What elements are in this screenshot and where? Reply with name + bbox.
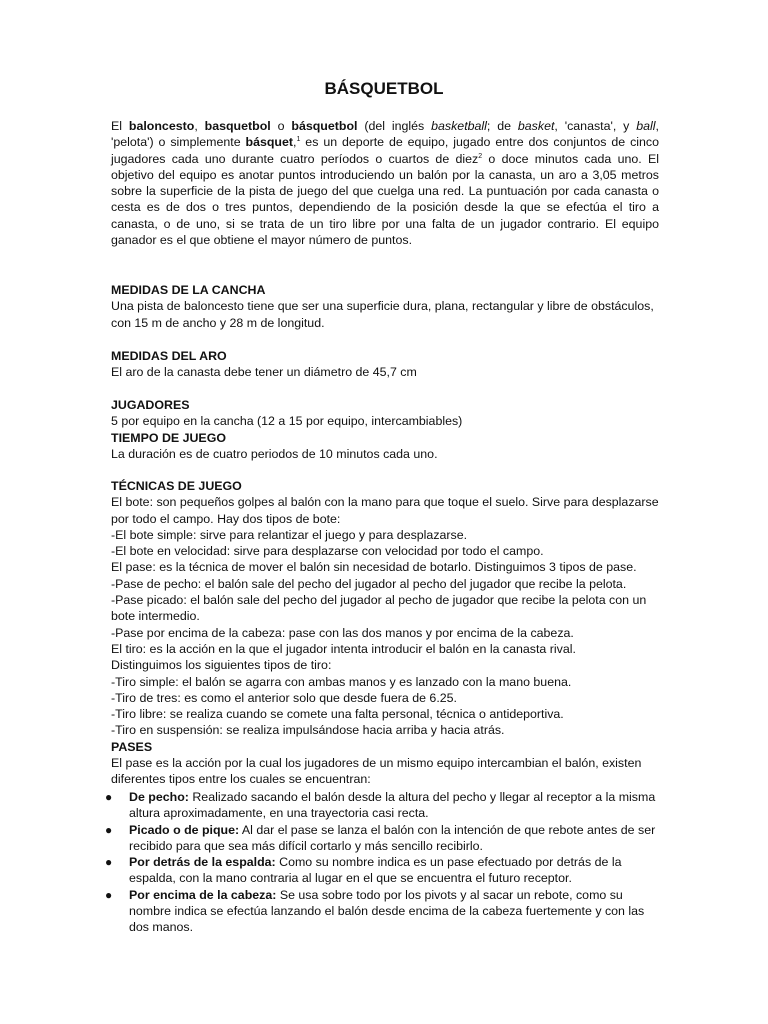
list-item: [105, 854, 656, 887]
intro-text: ; de: [486, 119, 518, 133]
document-title: BÁSQUETBOL: [324, 79, 444, 98]
list-item-text: Se usa sobre todo por los pivots y al sacar un rebote, como su nombre indica se efectúa lanzando el balón desde encima de la cabeza fuertemente y con las dos manos.: [129, 887, 645, 935]
section-heading: JUGADORES: [111, 398, 190, 412]
tecnica-line: -Pase de pecho: el balón sale del pecho del jugador al pecho del jugador que recibe la pelota.: [111, 576, 627, 591]
intro-text: o: [270, 119, 292, 133]
bullet-icon: ●: [105, 855, 113, 870]
tecnica-line: -Tiro simple: el balón se agarra con ambas manos y es lanzado con la mano buena.: [111, 674, 572, 689]
section-tecnicas: [111, 478, 659, 788]
list-item-term: De pecho:: [129, 790, 189, 804]
list-item-term: Picado o de pique:: [129, 822, 240, 837]
section-jugadores: [111, 397, 659, 462]
tecnica-line: -Tiro en suspensión: se realiza impulsándose hacia arriba y hacia atrás.: [111, 723, 505, 738]
intro-term: básquetbol: [291, 119, 358, 133]
section-text: El pase es la acción por la cual los jugadores de un mismo equipo intercambian el balón, existen diferentes tipos entre los cuales se encuentran:: [111, 756, 642, 787]
intro-foreign-word: ball: [636, 119, 656, 133]
section-text: El aro de la canasta debe tener un diámetro de 45,7 cm: [111, 365, 417, 380]
tecnica-line: El bote: son pequeños golpes al balón con la mano para que toque el suelo. Sirve para desplazarse por todo el campo. Hay dos tipos de bote:: [111, 495, 659, 526]
section-heading: MEDIDAS DE LA CANCHA: [111, 283, 266, 297]
tecnica-line: -Pase picado: el balón sale del pecho del jugador al pecho de jugador que recibe la pelota con un bote intermedio.: [111, 593, 647, 624]
section-heading: TIEMPO DE JUEGO: [111, 430, 226, 445]
bullet-icon: ●: [105, 790, 113, 804]
bullet-icon: ●: [105, 887, 113, 902]
section-heading: TÉCNICAS DE JUEGO: [111, 479, 242, 493]
footnote-marker: 2: [478, 152, 483, 160]
footnote-marker: 1: [296, 136, 301, 144]
intro-foreign-word: basketball: [431, 119, 487, 133]
section-text: La duración es de cuatro periodos de 10 minutos cada uno.: [111, 446, 438, 461]
intro-text: , 'pelota') o simplemente: [111, 119, 659, 150]
intro-foreign-word: basket: [517, 119, 555, 133]
list-item-text: Realizado sacando el balón desde la altura del pecho y llegar al receptor a la misma altura aproximadamente, en una trayectoria casi recta.: [129, 790, 656, 821]
section-medidas-cancha: [111, 282, 659, 331]
intro-text: (del inglés: [357, 119, 432, 133]
tecnica-line: -El bote simple: sirve para relantizar el juego y para desplazarse.: [111, 527, 468, 542]
intro-term: baloncesto: [128, 119, 195, 133]
pases-list: [105, 789, 656, 936]
tecnica-line: El tiro: es la acción en la que el jugador intenta introducir el balón en la canasta rival.: [111, 641, 576, 656]
tecnica-line: -Tiro libre: se realiza cuando se comete una falta personal, técnica o antideportiva.: [111, 707, 564, 722]
intro-text: , 'canasta', y: [554, 119, 637, 133]
list-item-text: Al dar el pase se lanza el balón con la intención de que rebote antes de ser recibido para que sea más difícil cortarlo y más sencillo recibirlo.: [129, 822, 656, 853]
list-item: [105, 822, 656, 855]
intro-text: El: [111, 119, 129, 133]
intro-term: básquet: [245, 135, 294, 150]
section-heading: MEDIDAS DEL ARO: [111, 349, 227, 363]
bullet-icon: ●: [105, 822, 113, 837]
intro-text: o doce minutos cada uno. El objetivo del equipo es anotar puntos introduciendo un balón por la canasta, un aro a 3,05 metros sobre la superficie de la pista de juego del que cuelga una red. La puntuación por cada canasta o cesta es de dos o tres puntos, dependiendo de la posición desde la que se efectúa el tiro a canasta, o de uno, si se trata de un tiro libre por una falta de un jugador contrario. El equipo ganador es el que obtiene el mayor número de puntos.: [111, 151, 659, 248]
intro-text: ,: [293, 135, 297, 150]
tecnica-line: El pase: es la técnica de mover el balón sin necesidad de botarlo. Distinguimos 3 tipos de pase.: [111, 560, 637, 575]
section-heading: PASES: [111, 739, 153, 754]
list-item: [105, 789, 656, 822]
tecnica-line: Distinguimos los siguientes tipos de tiro:: [111, 658, 332, 673]
list-item-text: Como su nombre indica es un pase efectuado por detrás de la espalda, con la mano contraria al lugar en el que se encuentra el futuro receptor.: [129, 855, 622, 886]
section-medidas-aro: [111, 348, 659, 381]
section-text: 5 por equipo en la cancha (12 a 15 por equipo, intercambiables): [111, 414, 463, 429]
intro-paragraph: [111, 118, 659, 248]
tecnica-line: -Tiro de tres: es como el anterior solo que desde fuera de 6.25.: [111, 690, 457, 705]
tecnica-line: -Pase por encima de la cabeza: pase con las dos manos y por encima de la cabeza.: [111, 625, 574, 640]
intro-text: es un deporte de equipo, jugado entre dos conjuntos de cinco jugadores cada uno durante cuatro períodos o cuartos de diez: [111, 135, 660, 166]
list-item-term: Por encima de la cabeza:: [129, 887, 277, 902]
list-item: [105, 887, 656, 936]
section-text: Una pista de baloncesto tiene que ser una superficie dura, plana, rectangular y libre de obstáculos, con 15 m de ancho y 28 m de longitud.: [111, 299, 654, 330]
list-item-term: Por detrás de la espalda:: [129, 855, 276, 870]
tecnica-line: -El bote en velocidad: sirve para desplazarse con velocidad por todo el campo.: [111, 544, 544, 559]
intro-term: basquetbol: [204, 119, 271, 133]
intro-text: ,: [194, 119, 205, 133]
